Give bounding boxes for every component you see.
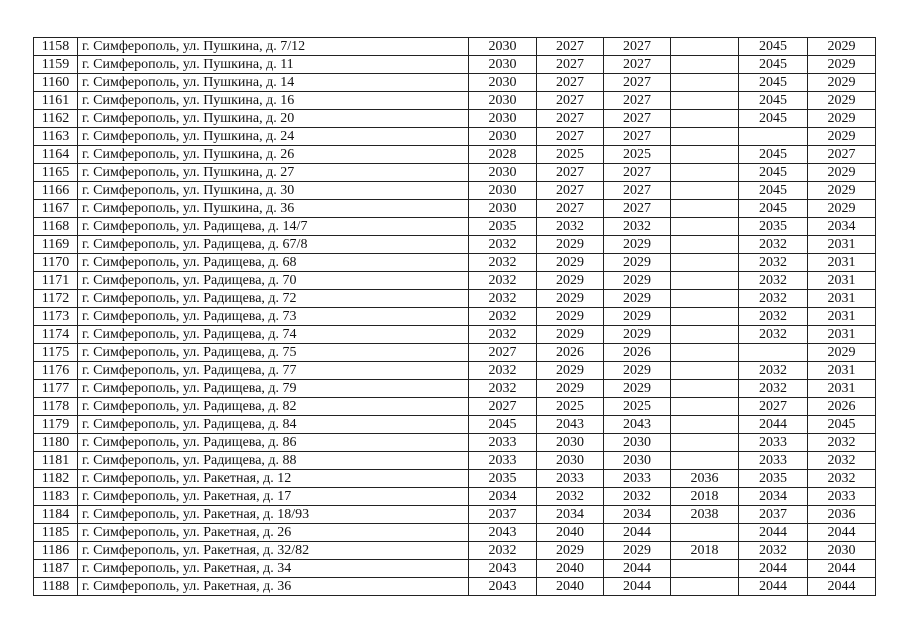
year-cell-2: 2029 — [537, 542, 604, 560]
year-cell-4 — [671, 200, 739, 218]
year-cell-3: 2025 — [604, 398, 671, 416]
year-cell-2: 2025 — [537, 398, 604, 416]
year-cell-6: 2029 — [808, 182, 876, 200]
address-cell: г. Симферополь, ул. Пушкина, д. 11 — [78, 56, 469, 74]
year-cell-3: 2029 — [604, 326, 671, 344]
table-row — [34, 380, 876, 398]
address-cell: г. Симферополь, ул. Пушкина, д. 26 — [78, 146, 469, 164]
table-row — [34, 38, 876, 56]
year-cell-6: 2029 — [808, 200, 876, 218]
year-cell-4 — [671, 110, 739, 128]
year-cell-1: 2030 — [469, 110, 537, 128]
year-cell-4 — [671, 272, 739, 290]
year-cell-3: 2027 — [604, 38, 671, 56]
row-number-cell: 1185 — [34, 524, 78, 542]
year-cell-4 — [671, 452, 739, 470]
year-cell-5: 2032 — [739, 362, 808, 380]
address-cell: г. Симферополь, ул. Радищева, д. 75 — [78, 344, 469, 362]
year-cell-1: 2027 — [469, 398, 537, 416]
year-cell-6: 2031 — [808, 290, 876, 308]
address-cell: г. Симферополь, ул. Радищева, д. 72 — [78, 290, 469, 308]
year-cell-6: 2032 — [808, 470, 876, 488]
year-cell-1: 2035 — [469, 218, 537, 236]
year-cell-4 — [671, 398, 739, 416]
address-cell: г. Симферополь, ул. Пушкина, д. 24 — [78, 128, 469, 146]
row-number-cell: 1169 — [34, 236, 78, 254]
year-cell-1: 2032 — [469, 254, 537, 272]
year-cell-3: 2027 — [604, 164, 671, 182]
address-cell: г. Симферополь, ул. Ракетная, д. 18/93 — [78, 506, 469, 524]
table-row — [34, 416, 876, 434]
table-row — [34, 74, 876, 92]
year-cell-3: 2029 — [604, 290, 671, 308]
year-cell-5: 2044 — [739, 578, 808, 596]
year-cell-1: 2032 — [469, 542, 537, 560]
year-cell-3: 2027 — [604, 92, 671, 110]
year-cell-1: 2030 — [469, 74, 537, 92]
row-number-cell: 1175 — [34, 344, 78, 362]
year-cell-4 — [671, 362, 739, 380]
year-cell-2: 2029 — [537, 380, 604, 398]
year-cell-1: 2043 — [469, 578, 537, 596]
year-cell-2: 2027 — [537, 182, 604, 200]
row-number-cell: 1173 — [34, 308, 78, 326]
year-cell-4 — [671, 92, 739, 110]
year-cell-4 — [671, 524, 739, 542]
year-cell-5: 2032 — [739, 290, 808, 308]
year-cell-5: 2033 — [739, 434, 808, 452]
year-cell-2: 2029 — [537, 254, 604, 272]
year-cell-2: 2027 — [537, 200, 604, 218]
year-cell-5: 2032 — [739, 542, 808, 560]
year-cell-1: 2045 — [469, 416, 537, 434]
year-cell-4 — [671, 218, 739, 236]
year-cell-1: 2032 — [469, 326, 537, 344]
address-cell: г. Симферополь, ул. Пушкина, д. 16 — [78, 92, 469, 110]
year-cell-4 — [671, 146, 739, 164]
year-cell-3: 2044 — [604, 524, 671, 542]
year-cell-1: 2035 — [469, 470, 537, 488]
table-row — [34, 272, 876, 290]
address-cell: г. Симферополь, ул. Радищева, д. 74 — [78, 326, 469, 344]
address-cell: г. Симферополь, ул. Пушкина, д. 36 — [78, 200, 469, 218]
year-cell-6: 2044 — [808, 560, 876, 578]
year-cell-3: 2043 — [604, 416, 671, 434]
year-cell-4: 2036 — [671, 470, 739, 488]
row-number-cell: 1188 — [34, 578, 78, 596]
year-cell-4 — [671, 290, 739, 308]
year-cell-6: 2031 — [808, 380, 876, 398]
year-cell-3: 2027 — [604, 110, 671, 128]
year-cell-3: 2044 — [604, 560, 671, 578]
year-cell-6: 2030 — [808, 542, 876, 560]
table-row — [34, 110, 876, 128]
year-cell-1: 2027 — [469, 344, 537, 362]
year-cell-5: 2032 — [739, 236, 808, 254]
year-cell-2: 2032 — [537, 488, 604, 506]
row-number-cell: 1181 — [34, 452, 78, 470]
year-cell-1: 2043 — [469, 524, 537, 542]
year-cell-4 — [671, 434, 739, 452]
year-cell-3: 2029 — [604, 254, 671, 272]
year-cell-5: 2045 — [739, 164, 808, 182]
year-cell-5: 2033 — [739, 452, 808, 470]
year-cell-4: 2018 — [671, 542, 739, 560]
year-cell-1: 2030 — [469, 164, 537, 182]
year-cell-6: 2032 — [808, 452, 876, 470]
year-cell-2: 2029 — [537, 326, 604, 344]
year-cell-6: 2029 — [808, 38, 876, 56]
year-cell-4 — [671, 254, 739, 272]
row-number-cell: 1167 — [34, 200, 78, 218]
year-cell-4: 2038 — [671, 506, 739, 524]
row-number-cell: 1159 — [34, 56, 78, 74]
year-cell-3: 2026 — [604, 344, 671, 362]
year-cell-4 — [671, 416, 739, 434]
year-cell-1: 2043 — [469, 560, 537, 578]
year-cell-6: 2045 — [808, 416, 876, 434]
table-row — [34, 56, 876, 74]
year-cell-5: 2045 — [739, 110, 808, 128]
year-cell-1: 2030 — [469, 182, 537, 200]
year-cell-6: 2029 — [808, 110, 876, 128]
year-cell-6: 2029 — [808, 164, 876, 182]
address-cell: г. Симферополь, ул. Пушкина, д. 27 — [78, 164, 469, 182]
year-cell-1: 2037 — [469, 506, 537, 524]
address-cell: г. Симферополь, ул. Радищева, д. 73 — [78, 308, 469, 326]
year-cell-4: 2018 — [671, 488, 739, 506]
year-cell-4 — [671, 38, 739, 56]
table-body — [34, 38, 876, 596]
year-cell-5: 2045 — [739, 74, 808, 92]
year-cell-5: 2035 — [739, 218, 808, 236]
row-number-cell: 1179 — [34, 416, 78, 434]
year-cell-1: 2032 — [469, 272, 537, 290]
year-cell-6: 2029 — [808, 128, 876, 146]
table-row — [34, 164, 876, 182]
year-cell-3: 2027 — [604, 200, 671, 218]
address-cell: г. Симферополь, ул. Радищева, д. 79 — [78, 380, 469, 398]
year-cell-5: 2045 — [739, 92, 808, 110]
year-cell-4 — [671, 560, 739, 578]
year-cell-4 — [671, 578, 739, 596]
year-cell-2: 2029 — [537, 308, 604, 326]
year-cell-3: 2029 — [604, 380, 671, 398]
table-row — [34, 290, 876, 308]
year-cell-6: 2034 — [808, 218, 876, 236]
table-row — [34, 542, 876, 560]
year-cell-2: 2029 — [537, 362, 604, 380]
year-cell-6: 2029 — [808, 92, 876, 110]
table-row — [34, 236, 876, 254]
year-cell-2: 2032 — [537, 218, 604, 236]
table-row — [34, 560, 876, 578]
table-row — [34, 506, 876, 524]
year-cell-5: 2034 — [739, 488, 808, 506]
year-cell-1: 2032 — [469, 290, 537, 308]
table-row — [34, 128, 876, 146]
year-cell-1: 2032 — [469, 308, 537, 326]
table-row — [34, 326, 876, 344]
year-cell-4 — [671, 74, 739, 92]
year-cell-2: 2027 — [537, 110, 604, 128]
year-cell-2: 2027 — [537, 56, 604, 74]
year-cell-5 — [739, 128, 808, 146]
year-cell-3: 2029 — [604, 362, 671, 380]
address-cell: г. Симферополь, ул. Радищева, д. 88 — [78, 452, 469, 470]
year-cell-6: 2031 — [808, 236, 876, 254]
year-cell-5: 2045 — [739, 146, 808, 164]
year-cell-2: 2026 — [537, 344, 604, 362]
row-number-cell: 1172 — [34, 290, 78, 308]
year-cell-2: 2027 — [537, 92, 604, 110]
address-cell: г. Симферополь, ул. Радищева, д. 70 — [78, 272, 469, 290]
year-cell-6: 2031 — [808, 326, 876, 344]
address-cell: г. Симферополь, ул. Ракетная, д. 17 — [78, 488, 469, 506]
year-cell-6: 2032 — [808, 434, 876, 452]
table-row — [34, 524, 876, 542]
year-cell-3: 2027 — [604, 128, 671, 146]
year-cell-4 — [671, 380, 739, 398]
year-cell-6: 2044 — [808, 524, 876, 542]
row-number-cell: 1163 — [34, 128, 78, 146]
year-cell-3: 2032 — [604, 218, 671, 236]
address-cell: г. Симферополь, ул. Пушкина, д. 20 — [78, 110, 469, 128]
year-cell-2: 2029 — [537, 272, 604, 290]
row-number-cell: 1177 — [34, 380, 78, 398]
row-number-cell: 1162 — [34, 110, 78, 128]
year-cell-2: 2034 — [537, 506, 604, 524]
year-cell-4 — [671, 164, 739, 182]
address-cell: г. Симферополь, ул. Ракетная, д. 32/82 — [78, 542, 469, 560]
address-cell: г. Симферополь, ул. Пушкина, д. 14 — [78, 74, 469, 92]
year-cell-5: 2044 — [739, 560, 808, 578]
row-number-cell: 1187 — [34, 560, 78, 578]
year-cell-2: 2029 — [537, 236, 604, 254]
year-cell-6: 2031 — [808, 308, 876, 326]
year-cell-2: 2030 — [537, 452, 604, 470]
address-cell: г. Симферополь, ул. Ракетная, д. 36 — [78, 578, 469, 596]
year-cell-6: 2044 — [808, 578, 876, 596]
table-row — [34, 92, 876, 110]
year-cell-5: 2035 — [739, 470, 808, 488]
year-cell-6: 2029 — [808, 344, 876, 362]
year-cell-1: 2030 — [469, 56, 537, 74]
year-cell-1: 2030 — [469, 38, 537, 56]
table-row — [34, 200, 876, 218]
year-cell-4 — [671, 182, 739, 200]
year-cell-1: 2032 — [469, 380, 537, 398]
year-cell-1: 2028 — [469, 146, 537, 164]
year-cell-2: 2027 — [537, 164, 604, 182]
year-cell-1: 2033 — [469, 434, 537, 452]
address-cell: г. Симферополь, ул. Пушкина, д. 7/12 — [78, 38, 469, 56]
year-cell-5: 2032 — [739, 308, 808, 326]
year-cell-3: 2044 — [604, 578, 671, 596]
year-cell-2: 2040 — [537, 524, 604, 542]
year-cell-3: 2029 — [604, 542, 671, 560]
year-cell-4 — [671, 236, 739, 254]
row-number-cell: 1168 — [34, 218, 78, 236]
table-row — [34, 434, 876, 452]
year-cell-2: 2027 — [537, 128, 604, 146]
year-cell-6: 2027 — [808, 146, 876, 164]
year-cell-3: 2029 — [604, 236, 671, 254]
year-cell-4 — [671, 326, 739, 344]
row-number-cell: 1184 — [34, 506, 78, 524]
address-cell: г. Симферополь, ул. Радищева, д. 84 — [78, 416, 469, 434]
row-number-cell: 1161 — [34, 92, 78, 110]
table-row — [34, 398, 876, 416]
year-cell-3: 2034 — [604, 506, 671, 524]
year-cell-2: 2027 — [537, 74, 604, 92]
year-cell-4 — [671, 128, 739, 146]
year-cell-1: 2033 — [469, 452, 537, 470]
year-cell-3: 2032 — [604, 488, 671, 506]
address-cell: г. Симферополь, ул. Радищева, д. 67/8 — [78, 236, 469, 254]
table-row — [34, 218, 876, 236]
year-cell-5: 2032 — [739, 326, 808, 344]
year-cell-2: 2029 — [537, 290, 604, 308]
year-cell-1: 2034 — [469, 488, 537, 506]
row-number-cell: 1170 — [34, 254, 78, 272]
row-number-cell: 1178 — [34, 398, 78, 416]
year-cell-3: 2027 — [604, 182, 671, 200]
row-number-cell: 1176 — [34, 362, 78, 380]
address-cell: г. Симферополь, ул. Радищева, д. 77 — [78, 362, 469, 380]
year-cell-2: 2025 — [537, 146, 604, 164]
table-row — [34, 488, 876, 506]
address-cell: г. Симферополь, ул. Ракетная, д. 34 — [78, 560, 469, 578]
table-row — [34, 182, 876, 200]
year-cell-2: 2030 — [537, 434, 604, 452]
row-number-cell: 1165 — [34, 164, 78, 182]
address-cell: г. Симферополь, ул. Ракетная, д. 26 — [78, 524, 469, 542]
year-cell-6: 2033 — [808, 488, 876, 506]
year-cell-4 — [671, 56, 739, 74]
year-cell-6: 2029 — [808, 74, 876, 92]
year-cell-2: 2033 — [537, 470, 604, 488]
year-cell-1: 2030 — [469, 128, 537, 146]
year-cell-5: 2032 — [739, 272, 808, 290]
address-cell: г. Симферополь, ул. Радищева, д. 86 — [78, 434, 469, 452]
year-cell-5: 2044 — [739, 524, 808, 542]
table-row — [34, 308, 876, 326]
address-cell: г. Симферополь, ул. Ракетная, д. 12 — [78, 470, 469, 488]
row-number-cell: 1174 — [34, 326, 78, 344]
year-cell-6: 2031 — [808, 254, 876, 272]
year-cell-4 — [671, 308, 739, 326]
year-cell-3: 2030 — [604, 452, 671, 470]
year-cell-6: 2026 — [808, 398, 876, 416]
address-cell: г. Симферополь, ул. Радищева, д. 14/7 — [78, 218, 469, 236]
year-cell-5: 2044 — [739, 416, 808, 434]
row-number-cell: 1182 — [34, 470, 78, 488]
year-cell-6: 2031 — [808, 272, 876, 290]
year-cell-5: 2045 — [739, 200, 808, 218]
year-cell-6: 2029 — [808, 56, 876, 74]
address-cell: г. Симферополь, ул. Пушкина, д. 30 — [78, 182, 469, 200]
address-cell: г. Симферополь, ул. Радищева, д. 82 — [78, 398, 469, 416]
year-cell-5: 2037 — [739, 506, 808, 524]
year-cell-3: 2025 — [604, 146, 671, 164]
year-cell-3: 2027 — [604, 74, 671, 92]
row-number-cell: 1186 — [34, 542, 78, 560]
year-cell-5: 2032 — [739, 254, 808, 272]
year-cell-4 — [671, 344, 739, 362]
year-cell-5 — [739, 344, 808, 362]
row-number-cell: 1166 — [34, 182, 78, 200]
year-cell-2: 2043 — [537, 416, 604, 434]
year-cell-1: 2030 — [469, 200, 537, 218]
table-row — [34, 578, 876, 596]
building-repair-schedule-table — [33, 37, 876, 596]
row-number-cell: 1160 — [34, 74, 78, 92]
row-number-cell: 1164 — [34, 146, 78, 164]
year-cell-6: 2036 — [808, 506, 876, 524]
row-number-cell: 1180 — [34, 434, 78, 452]
year-cell-3: 2029 — [604, 308, 671, 326]
table-row — [34, 362, 876, 380]
year-cell-2: 2040 — [537, 578, 604, 596]
year-cell-3: 2027 — [604, 56, 671, 74]
year-cell-6: 2031 — [808, 362, 876, 380]
table-row — [34, 452, 876, 470]
row-number-cell: 1158 — [34, 38, 78, 56]
table-row — [34, 254, 876, 272]
year-cell-5: 2032 — [739, 380, 808, 398]
year-cell-2: 2027 — [537, 38, 604, 56]
table-row — [34, 146, 876, 164]
year-cell-2: 2040 — [537, 560, 604, 578]
year-cell-5: 2045 — [739, 56, 808, 74]
year-cell-1: 2032 — [469, 236, 537, 254]
year-cell-3: 2033 — [604, 470, 671, 488]
year-cell-3: 2029 — [604, 272, 671, 290]
year-cell-5: 2045 — [739, 38, 808, 56]
address-cell: г. Симферополь, ул. Радищева, д. 68 — [78, 254, 469, 272]
year-cell-1: 2032 — [469, 362, 537, 380]
table-row — [34, 344, 876, 362]
year-cell-5: 2027 — [739, 398, 808, 416]
year-cell-3: 2030 — [604, 434, 671, 452]
year-cell-1: 2030 — [469, 92, 537, 110]
row-number-cell: 1171 — [34, 272, 78, 290]
row-number-cell: 1183 — [34, 488, 78, 506]
year-cell-5: 2045 — [739, 182, 808, 200]
table-row — [34, 470, 876, 488]
